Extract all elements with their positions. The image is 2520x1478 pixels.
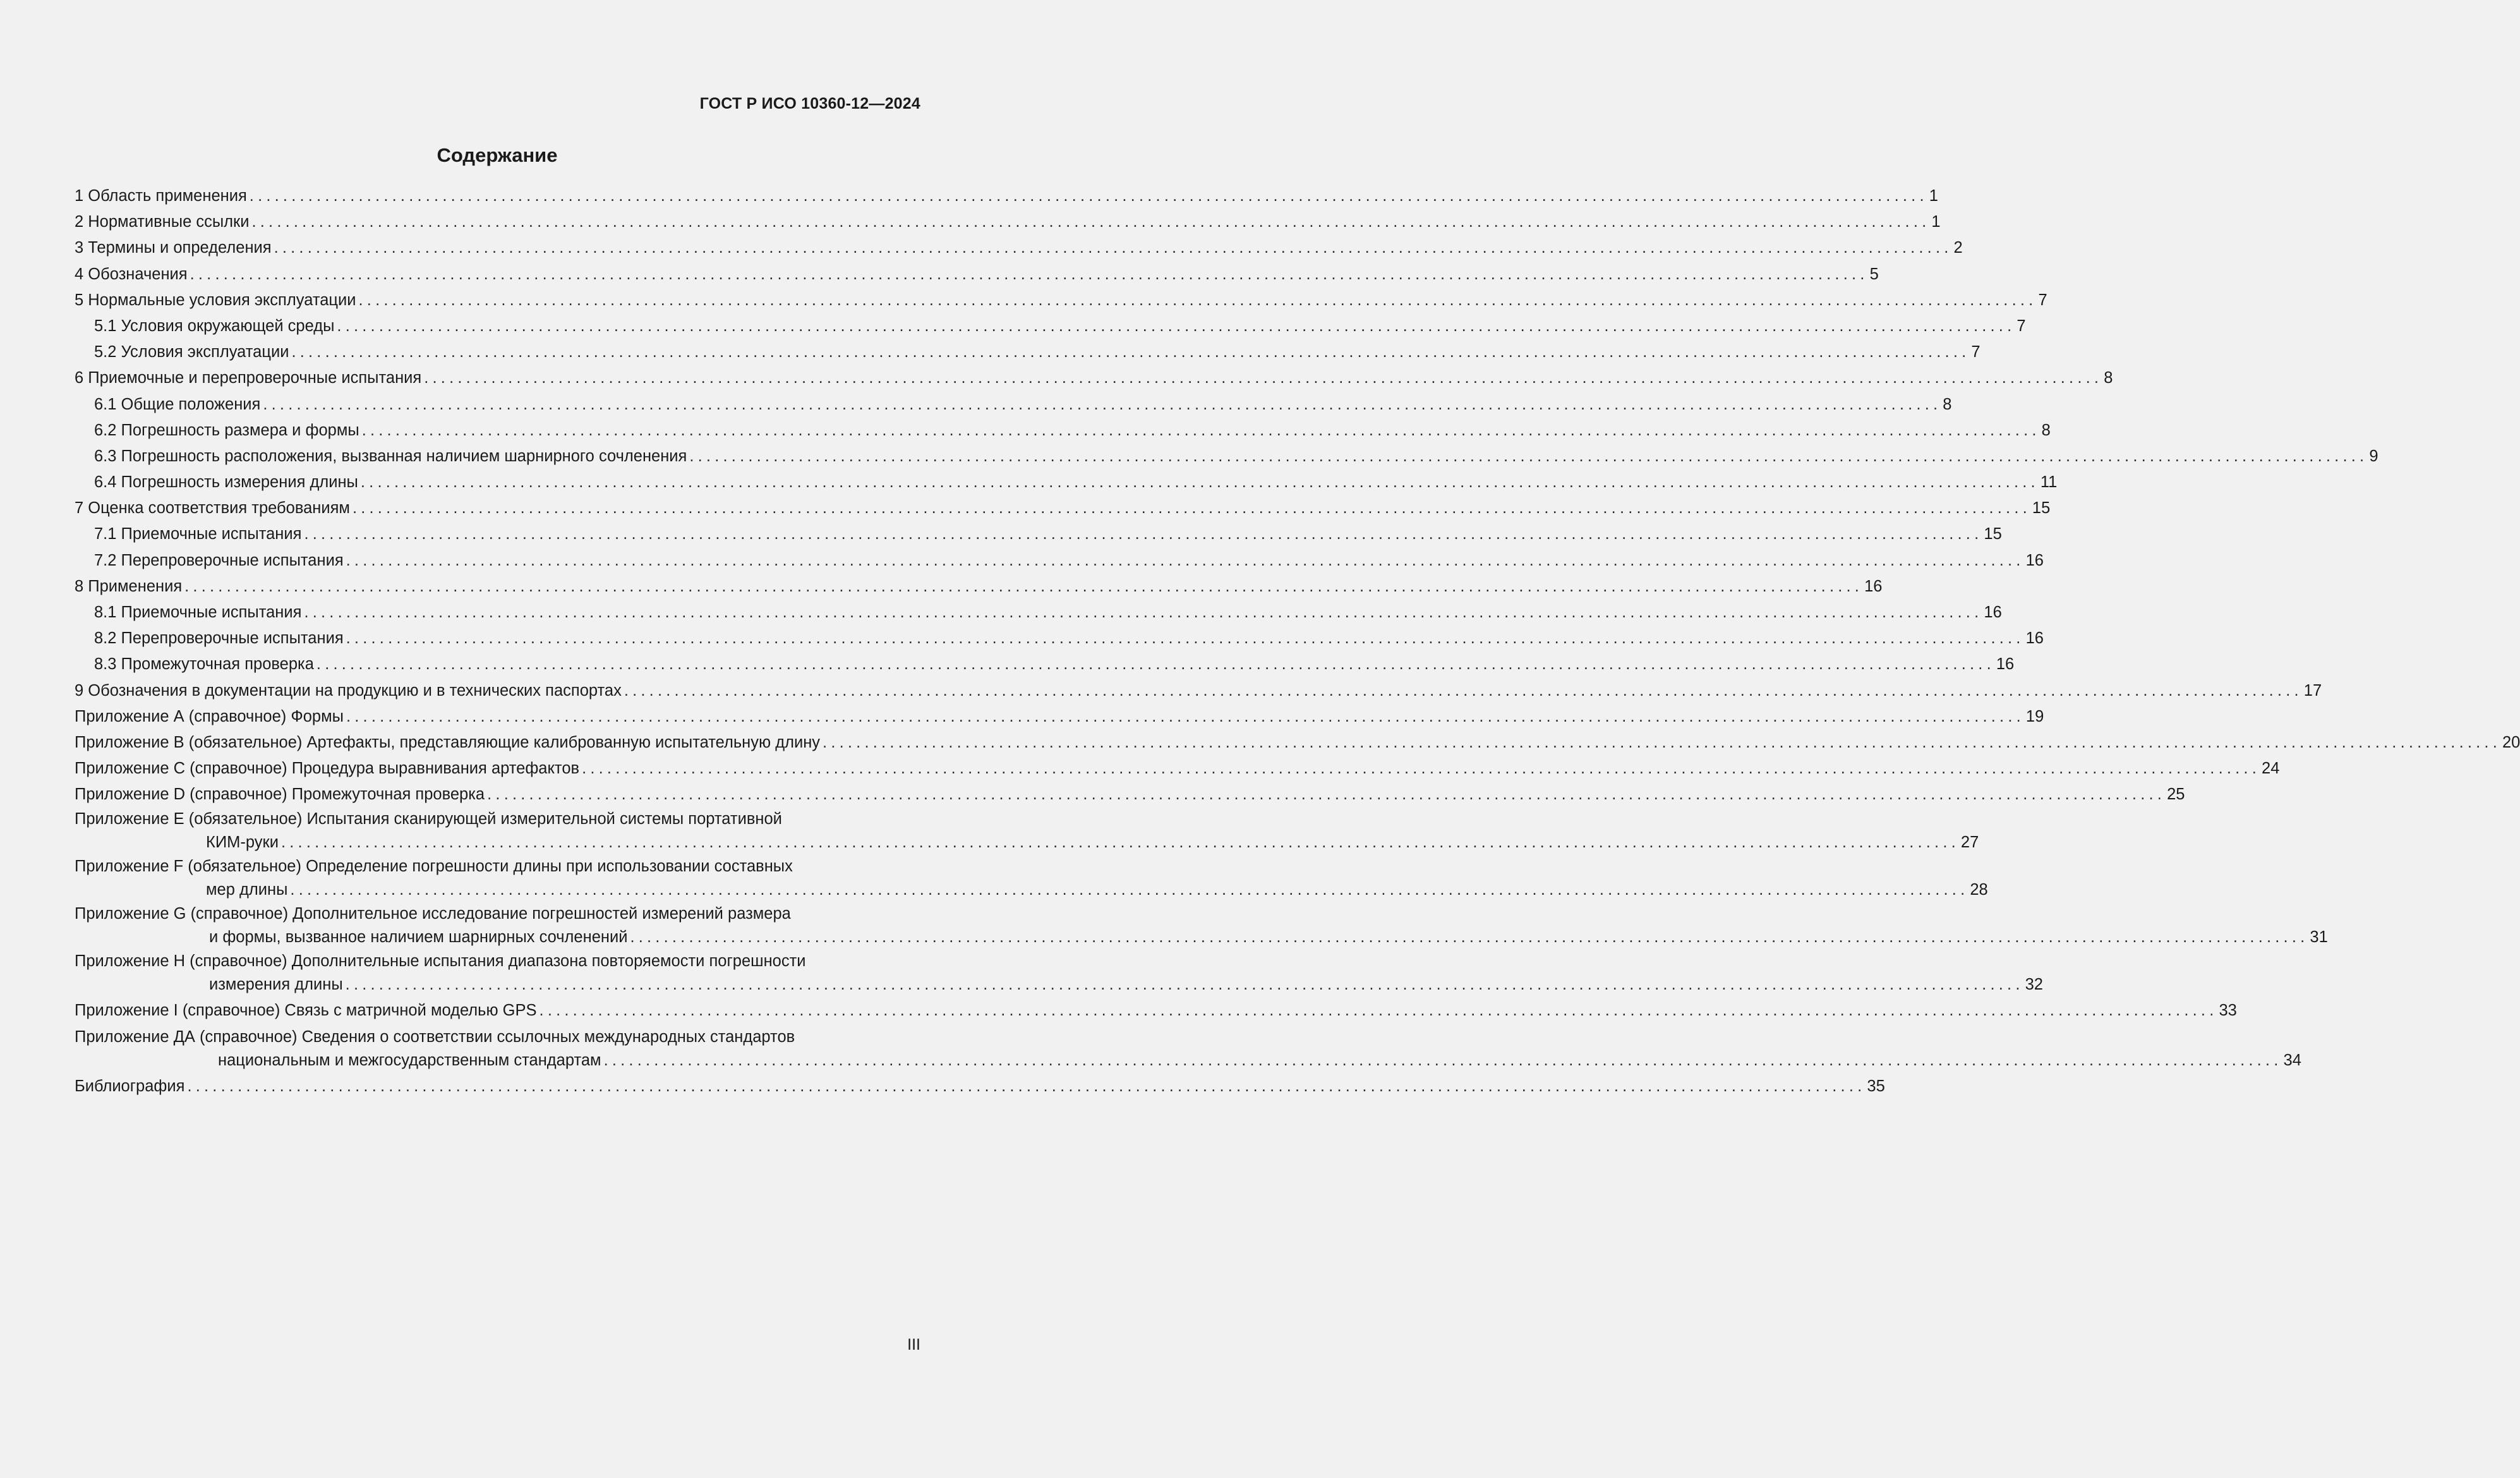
toc-entry-title: 6 Приемочные и перепроверочные испытания <box>75 369 422 387</box>
toc-entry-title: 5.2 Условия эксплуатации <box>94 343 289 361</box>
toc-entry-page: 16 <box>2025 629 2044 648</box>
toc-entry-title: Приложение А (справочное) Формы <box>75 707 344 725</box>
dot-leader: ........................................................................................................................................................................................................ <box>290 880 1969 899</box>
dot-leader: ........................................................................................................................................................................................................ <box>190 265 1869 283</box>
toc-entry-page: 34 <box>2283 1051 2301 1069</box>
toc-entry-multiline[interactable] <box>75 903 2328 950</box>
toc-entry-page: 16 <box>1984 603 2002 621</box>
toc-entry-title: Библиография <box>75 1077 185 1095</box>
toc-entry-page: 8 <box>1943 395 1952 413</box>
toc-entry-title: 7 Оценка соответствия требованиям <box>75 499 350 518</box>
dot-leader: ........................................................................................................................................................................................................ <box>346 629 2025 648</box>
toc-subentry[interactable] <box>75 626 2044 651</box>
toc-entry-page: 20 <box>2502 733 2520 751</box>
toc-entry-multiline[interactable] <box>75 1026 2301 1074</box>
toc-entry[interactable] <box>75 288 2047 313</box>
toc-subentry[interactable] <box>75 392 1952 418</box>
toc-entry-multiline[interactable] <box>75 950 2043 998</box>
toc-entry-page: 28 <box>1970 880 1988 899</box>
toc-entry-title: 6.3 Погрешность расположения, вызванная наличием шарнирного сочленения <box>94 447 687 465</box>
toc-entry[interactable] <box>75 730 2520 756</box>
dot-leader: ........................................................................................................................................................................................................ <box>823 733 2501 751</box>
dot-leader: ........................................................................................................................................................................................................ <box>316 655 1995 674</box>
toc-entry[interactable] <box>75 998 2237 1024</box>
toc-entry[interactable] <box>75 183 1938 209</box>
toc-subentry[interactable] <box>75 651 2015 677</box>
toc-entry-page: 16 <box>2025 551 2044 569</box>
toc-entry-page: 25 <box>2167 785 2185 804</box>
toc-entry-page: 35 <box>1867 1077 1885 1095</box>
toc-entry-title: 7.2 Перепроверочные испытания <box>94 551 344 569</box>
toc-entry-page: 5 <box>1869 265 1879 283</box>
dot-leader: ........................................................................................................................................................................................................ <box>689 447 2368 465</box>
toc-subentry[interactable] <box>75 339 1980 365</box>
toc-entry-page: 32 <box>2025 975 2043 993</box>
toc-entry-title: 8 Применения <box>75 577 183 595</box>
table-of-contents <box>75 183 2520 1099</box>
toc-entry-page: 19 <box>2025 707 2044 725</box>
toc-entry-page: 27 <box>1960 833 1979 851</box>
toc-entry-title: 8.1 Приемочные испытания <box>94 603 302 621</box>
toc-entry-title: 6.2 Погрешность размера и формы <box>94 421 359 439</box>
toc-entry-title-cont: мер длины <box>206 880 288 899</box>
toc-entry-title: 9 Обозначения в документации на продукцию и в технических паспортах <box>75 681 622 700</box>
toc-entry-title: 5.1 Условия окружающей среды <box>94 317 335 335</box>
dot-leader: ........................................................................................................................................................................................................ <box>184 577 1864 595</box>
toc-entry-title: Приложение F (обязательное) Определение погрешности длины при использовании составных <box>75 857 793 875</box>
toc-entry-title: 4 Обозначения <box>75 265 188 283</box>
dot-leader: ........................................................................................................................................................................................................ <box>487 785 2166 804</box>
toc-entry-title: 2 Нормативные ссылки <box>75 213 250 231</box>
toc-entry[interactable] <box>75 365 2113 391</box>
toc-entry-page: 16 <box>1996 655 2015 674</box>
toc-entry-title-cont: и формы, вызванное наличием шарнирных сочленений <box>209 928 628 946</box>
toc-entry-continuation <box>75 877 1988 903</box>
toc-entry-page: 24 <box>2262 760 2280 778</box>
toc-entry-title: 6.4 Погрешность измерения длины <box>94 473 358 492</box>
toc-entry[interactable] <box>75 235 1963 261</box>
dot-leader: ........................................................................................................................................................................................................ <box>358 291 2037 309</box>
toc-entry-title: 7.1 Приемочные испытания <box>94 525 302 543</box>
toc-entry-page: 9 <box>2369 447 2378 465</box>
dot-leader: ........................................................................................................................................................................................................ <box>361 421 2041 439</box>
toc-entry-title: Приложение ДА (справочное) Сведения о соответствии ссылочных международных стандартов <box>75 1027 795 1046</box>
toc-entry-title: Приложение D (справочное) Промежуточная проверка <box>75 785 485 804</box>
toc-entry[interactable] <box>75 678 2322 704</box>
toc-subentry[interactable] <box>75 600 2002 626</box>
dot-leader: ........................................................................................................................................................................................................ <box>346 551 2025 569</box>
toc-entry-title: Приложение G (справочное) Дополнительное исследование погрешностей измерений размера <box>75 904 791 923</box>
dot-leader: ........................................................................................................................................................................................................ <box>337 317 2016 335</box>
toc-entry-title: 8.3 Промежуточная проверка <box>94 655 314 674</box>
toc-entry[interactable] <box>75 574 1883 600</box>
dot-leader: ........................................................................................................................................................................................................ <box>539 1001 2218 1019</box>
toc-entry-continuation <box>75 924 2328 950</box>
toc-entry-page: 16 <box>1864 577 1883 595</box>
page-number: III <box>907 1336 920 1354</box>
toc-entry-title: 8.2 Перепроверочные испытания <box>94 629 344 648</box>
toc-entry[interactable] <box>75 756 2280 782</box>
toc-entry-page: 7 <box>1971 343 1980 361</box>
dot-leader: ........................................................................................................................................................................................................ <box>291 343 1970 361</box>
toc-entry-title: 1 Область применения <box>75 187 247 205</box>
dot-leader: ........................................................................................................................................................................................................ <box>624 681 2303 700</box>
toc-entry-title: 3 Термины и определения <box>75 239 272 257</box>
toc-entry[interactable] <box>75 495 2051 521</box>
toc-entry-page: 31 <box>2310 928 2328 946</box>
dot-leader: ........................................................................................................................................................................................................ <box>251 213 1931 231</box>
toc-entry[interactable] <box>75 704 2044 730</box>
page-title: Содержание <box>437 144 558 166</box>
toc-entry-title: 6.1 Общие положения <box>94 395 261 413</box>
toc-subentry[interactable] <box>75 469 2058 495</box>
toc-entry-title-cont: национальным и межгосударственным стандартам <box>218 1051 601 1069</box>
toc-entry[interactable] <box>75 782 2185 808</box>
dot-leader: ........................................................................................................................................................................................................ <box>187 1077 1866 1095</box>
toc-entry-title: Приложение Е (обязательное) Испытания сканирующей измерительной системы портативной <box>75 809 782 828</box>
toc-entry-multiline[interactable] <box>75 856 1988 903</box>
dot-leader: ........................................................................................................................................................................................................ <box>345 975 2024 993</box>
toc-entry-multiline[interactable] <box>75 808 1979 856</box>
toc-entry-page: 1 <box>1929 187 1938 205</box>
toc-subentry[interactable] <box>75 418 2051 444</box>
dot-leader: ........................................................................................................................................................................................................ <box>304 603 1983 621</box>
dot-leader: ........................................................................................................................................................................................................ <box>582 760 2261 778</box>
dot-leader: ........................................................................................................................................................................................................ <box>280 833 1960 851</box>
toc-entry-page: 15 <box>1984 525 2002 543</box>
dot-leader: ........................................................................................................................................................................................................ <box>360 473 2039 492</box>
dot-leader: ........................................................................................................................................................................................................ <box>249 187 1928 205</box>
dot-leader: ........................................................................................................................................................................................................ <box>274 239 1953 257</box>
toc-entry-page: 7 <box>2017 317 2026 335</box>
toc-entry-page: 11 <box>2040 473 2058 492</box>
toc-entry[interactable] <box>75 262 1879 288</box>
document-id: ГОСТ Р ИСО 10360-12—2024 <box>699 95 920 112</box>
toc-entry-title: Приложение I (справочное) Связь с матричной моделью GPS <box>75 1001 537 1019</box>
toc-entry-title: Приложение С (справочное) Процедура выравнивания артефактов <box>75 760 580 778</box>
dot-leader: ........................................................................................................................................................................................................ <box>304 525 1983 543</box>
dot-leader: ........................................................................................................................................................................................................ <box>346 707 2025 725</box>
toc-entry-page: 17 <box>2303 681 2322 700</box>
toc-subentry[interactable] <box>75 313 2026 339</box>
toc-entry-bibliography[interactable] <box>75 1074 1885 1099</box>
toc-entry-continuation <box>75 830 1979 856</box>
toc-subentry[interactable] <box>75 521 2002 547</box>
toc-entry-page: 2 <box>1953 239 1963 257</box>
toc-entry-page: 8 <box>2041 421 2051 439</box>
toc-entry-title: 5 Нормальные условия эксплуатации <box>75 291 356 309</box>
toc-entry-title: Приложение Н (справочное) Дополнительные испытания диапазона повторяемости погрешности <box>75 952 806 970</box>
toc-entry-title: Приложение В (обязательное) Артефакты, представляющие калиброванную испытательную длину <box>75 733 821 751</box>
toc-entry-page: 15 <box>2032 499 2051 518</box>
dot-leader: ........................................................................................................................................................................................................ <box>352 499 2031 518</box>
toc-entry-page: 1 <box>1931 213 1941 231</box>
toc-entry-page: 8 <box>2104 369 2113 387</box>
toc-entry-continuation <box>75 972 2043 998</box>
toc-entry-page: 7 <box>2038 291 2047 309</box>
toc-subentry[interactable] <box>75 548 2044 574</box>
toc-entry[interactable] <box>75 209 1941 235</box>
toc-entry-continuation <box>75 1048 2301 1074</box>
toc-entry-page: 33 <box>2219 1001 2237 1019</box>
dot-leader: ........................................................................................................................................................................................................ <box>424 369 2103 387</box>
toc-entry-title-cont: КИМ-руки <box>206 833 279 851</box>
dot-leader: ........................................................................................................................................................................................................ <box>603 1051 2282 1069</box>
toc-subentry[interactable] <box>75 444 2378 469</box>
dot-leader: ........................................................................................................................................................................................................ <box>263 395 1942 413</box>
toc-entry-title-cont: измерения длины <box>209 975 343 993</box>
dot-leader: ........................................................................................................................................................................................................ <box>630 928 2309 946</box>
